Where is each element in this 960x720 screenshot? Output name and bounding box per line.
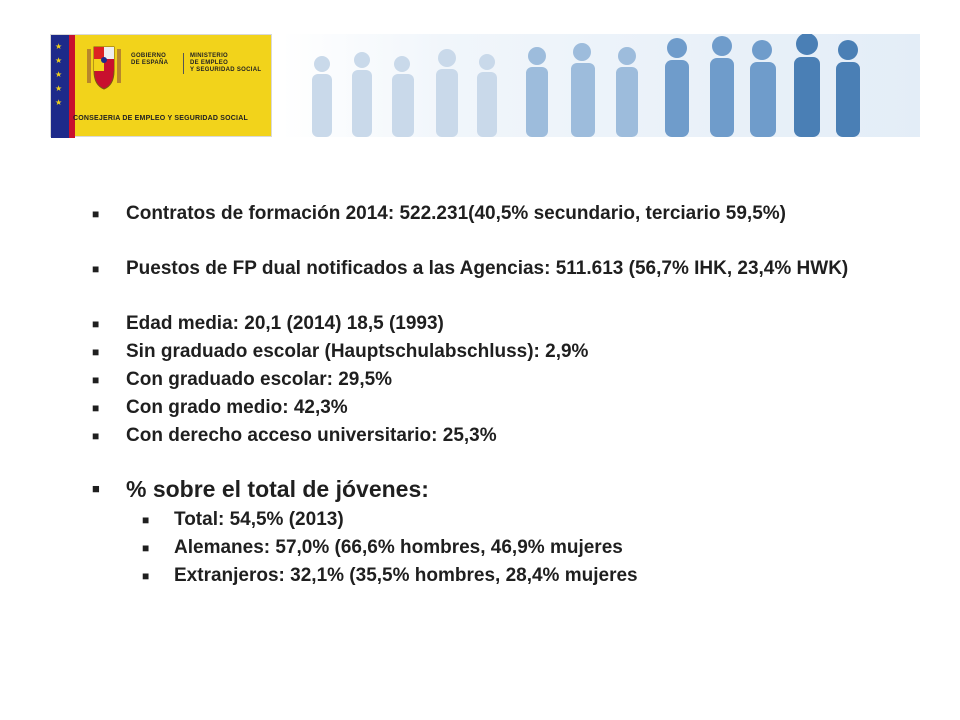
bullet-square-icon: ■ — [142, 541, 150, 555]
list-item-text: Con grado medio: 42,3% — [126, 397, 348, 418]
bullet-square-icon: ■ — [92, 401, 100, 415]
sub-list-item — [90, 506, 910, 534]
list-item-text: Edad media: 20,1 (2014) 18,5 (1993) — [126, 313, 444, 334]
list-item — [90, 310, 910, 338]
people-silhouettes-icon — [282, 34, 920, 137]
bullet-square-icon: ■ — [92, 481, 100, 496]
sub-list-item — [90, 562, 910, 590]
eu-flag-strip: ★ ★ ★ ★ ★ — [51, 35, 69, 138]
section-title: % sobre el total de jóvenes: — [126, 476, 429, 502]
list-item — [90, 338, 910, 366]
list-item — [90, 422, 910, 450]
bullet-square-icon: ■ — [92, 317, 100, 331]
list-item — [90, 200, 910, 228]
office-label: CONSEJERIA DE EMPLEO Y SEGURIDAD SOCIAL — [73, 115, 248, 122]
bullet-square-icon: ■ — [92, 373, 100, 387]
list-item-text: Contratos de formación 2014: 522.231(40,5% secundario, terciario 59,5%) — [126, 203, 786, 224]
list-item — [90, 255, 910, 283]
list-item-text: Con derecho acceso universitario: 25,3% — [126, 425, 497, 446]
bullet-square-icon: ■ — [142, 569, 150, 583]
list-item — [90, 394, 910, 422]
list-item — [90, 366, 910, 394]
bullet-square-icon: ■ — [92, 262, 100, 276]
sub-list-item-text: Total: 54,5% (2013) — [174, 509, 344, 530]
coat-of-arms-icon — [85, 43, 123, 91]
ministry-logo — [50, 34, 272, 137]
spain-flag-strip — [69, 35, 75, 138]
sub-list-item — [90, 534, 910, 562]
bullet-square-icon: ■ — [92, 345, 100, 359]
government-label: GOBIERNO DE ESPAÑA — [131, 53, 169, 66]
people-silhouettes-banner — [282, 34, 920, 137]
list-item-text: Sin graduado escolar (Hauptschulabschluss): 2,9% — [126, 341, 589, 362]
section-heading — [90, 472, 910, 506]
sub-list-item-text: Alemanes: 57,0% (66,6% hombres, 46,9% mujeres — [174, 537, 623, 558]
bullet-square-icon: ■ — [92, 429, 100, 443]
bullet-square-icon: ■ — [92, 207, 100, 221]
bullet-list — [90, 200, 910, 590]
list-item-text: Puestos de FP dual notificados a las Agencias: 511.613 (56,7% IHK, 23,4% HWK) — [126, 258, 849, 279]
bullet-square-icon: ■ — [142, 513, 150, 527]
list-item-text: Con graduado escolar: 29,5% — [126, 369, 393, 390]
sub-list-item-text: Extranjeros: 32,1% (35,5% hombres, 28,4% mujeres — [174, 565, 638, 586]
ministry-label: MINISTERIO DE EMPLEO Y SEGURIDAD SOCIAL — [183, 53, 270, 74]
